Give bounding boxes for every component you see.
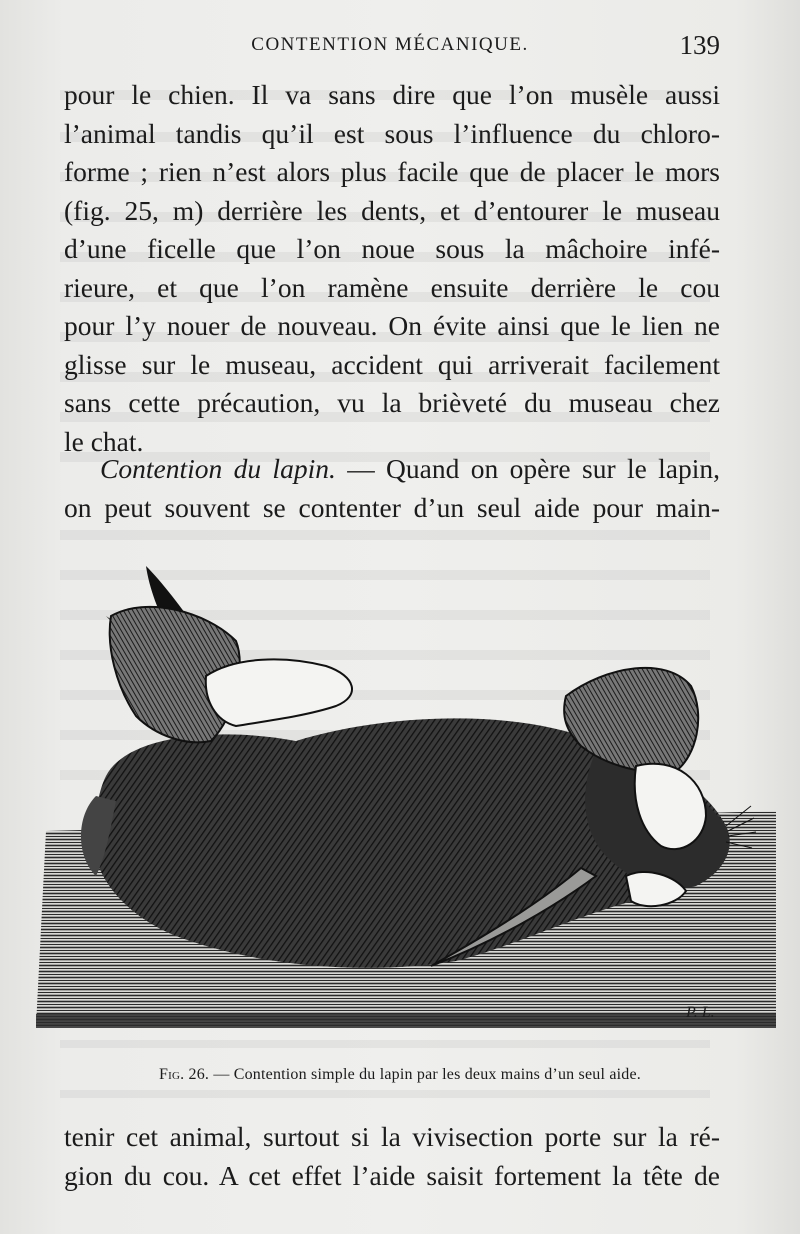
text-line: on peut souvent se contenter d’un seul aide pour main- (64, 491, 720, 523)
paragraph-rabbit-restraint (64, 450, 720, 527)
text-line: pour l’y nouer de nouveau. On évite ainsi que le lien ne (64, 310, 720, 341)
text-line: gion du cou. A cet effet l’aide saisit fortement la tête de (64, 1159, 720, 1191)
text-line: l’animal tandis qu’il est sous l’influence du chloro- (64, 117, 720, 149)
text-line: pour le chien. Il va sans dire que l’on musèle aussi (64, 79, 720, 110)
running-title: CONTENTION MÉCANIQUE. (251, 34, 529, 55)
figure-rabbit-engraving (36, 556, 776, 1040)
text-line: (fig. 25, m) derrière les dents, et d’entourer le museau (64, 194, 720, 226)
engraving-illustration (36, 556, 776, 1040)
text-line: d’une ficelle que l’on noue sous la mâchoire infé- (64, 233, 720, 264)
section-heading: Contention du lapin. (100, 453, 336, 484)
text-line: tenir cet animal, surtout si la vivisection porte sur la ré- (64, 1121, 720, 1152)
page-header (60, 30, 720, 70)
paragraph-continuation (64, 1118, 720, 1195)
paragraph-cat-muzzle (64, 76, 720, 461)
engraver-signature: P. L. (686, 1004, 715, 1021)
text-line: sans cette précaution, vu la brièveté du museau chez (64, 387, 720, 418)
text-line: le chat. (64, 425, 144, 457)
caption-text: — Contention simple du lapin par les deux mains d’un seul aide. (209, 1066, 641, 1083)
figure-label: Fig. 26. (159, 1066, 210, 1083)
text-line: forme ; rien n’est alors plus facile que de placer le mors (64, 156, 720, 187)
figure-caption (0, 1066, 800, 1084)
page-number: 139 (679, 30, 720, 60)
text-line: rieure, et que l’on ramène ensuite derrière le cou (64, 271, 720, 303)
text-line: glisse sur le museau, accident qui arriverait facilement (64, 348, 720, 380)
text-run: — Quand on opère sur le lapin, (335, 453, 721, 484)
text-line (64, 450, 720, 489)
left-hand (206, 659, 352, 726)
